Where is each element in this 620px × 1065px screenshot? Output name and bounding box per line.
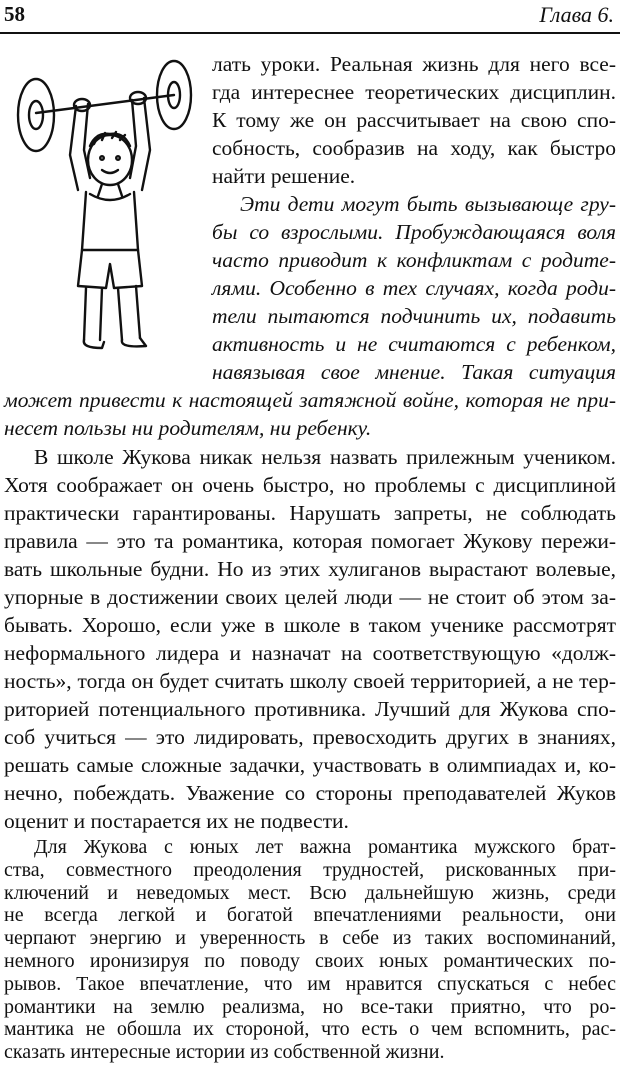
text-line: упорные в достижении своих целей люди — не стоит об этом за- (4, 585, 616, 609)
text-line: мантика не обошла их стороной, что есть о чем вспомнить, рас- (4, 1018, 616, 1041)
page-number: 58 (4, 2, 25, 26)
text-line: гда интереснее теоретических дисциплин. (212, 80, 616, 104)
text-line: лать уроки. Реальная жизнь для него все- (212, 52, 616, 76)
text-line: черпают энергию и уверенность в себе из таких воспоминаний, (4, 927, 616, 950)
text-line: оценит и постарается их не подвести. (4, 809, 349, 833)
text-line: вать школьные будни. Но из этих хулиганов вырастают волевые, (4, 557, 616, 581)
text-line: практически гарантированы. Нарушать запреты, не соблюдать (4, 501, 616, 525)
text-line: не всегда легкой и богатой впечатлениями реальности, они (4, 904, 616, 927)
text-line: бы со взрослыми. Пробуждающаяся воля (212, 220, 616, 244)
text-line: риторией потенциального противника. Лучший для Жукова спо- (4, 697, 616, 721)
text-line: найти решение. (212, 164, 356, 188)
text-line: Для Жукова с юных лет важна романтика мужского брат- (34, 836, 616, 858)
page-header (0, 0, 620, 34)
text-line: ключений и неведомых мест. Всю дальнейшую жизнь, среди (4, 881, 616, 904)
text-line: ства, совместного преодоления трудностей, рискованных при- (4, 858, 616, 881)
text-line: ность», тогда он будет считать школу своей территорией, а не тер- (4, 669, 616, 693)
text-line: Эти дети могут быть вызывающе гру- (240, 192, 616, 216)
text-line: часто приводит к конфликтам с родите- (212, 248, 616, 272)
text-line: тели пытаются подчинить их, подавить (212, 304, 616, 328)
chapter-title: Глава 6. (539, 2, 614, 27)
text-line: решать самые сложные задачки, участвовать в олимпиадах и, ко- (4, 753, 616, 777)
text-line: лями. Особенно в тех случаях, когда роди- (212, 276, 616, 300)
header-rule (0, 32, 620, 34)
text-line: может привести к настоящей затяжной войне, которая не при- (4, 388, 616, 412)
text-line: нечно, побеждать. Уважение со стороны преподавателей Жуков (4, 781, 616, 805)
text-line: несет пользы ни родителям, ни ребенку. (4, 416, 372, 440)
text-line: бывать. Хорошо, если уже в школе в таком ученике рассмотрят (4, 613, 616, 637)
boy-lifting-barbell-icon (6, 50, 206, 350)
text-line: сказать интересные истории из собственной жизни. (4, 1041, 445, 1064)
text-line: рывов. Такое впечатление, что им нравится спускаться с небес (4, 972, 616, 995)
text-line: соб учиться — это лидировать, превосходить других в знаниях, (4, 725, 616, 749)
text-line: немного иронизируя по поводу своих юных романтических по- (4, 950, 616, 972)
text-line: романтики на землю реализма, но все-таки приятно, что ро- (4, 995, 616, 1018)
text-line: Хотя соображает он очень быстро, но проблемы с дисциплиной (4, 473, 616, 497)
text-line: неформального лидера и назначат на соответствующую «долж- (4, 641, 616, 665)
text-line: В школе Жукова никак нельзя назвать прилежным учеником. (34, 445, 616, 469)
text-line: активность и не считаются с ребенком, (212, 332, 616, 356)
text-line: собность, сообразив на ходу, как быстро (212, 136, 616, 160)
text-line: правила — это та романтика, которая помогает Жукову пережи- (4, 529, 616, 553)
text-line: К тому же он рассчитывает на свою спо- (212, 108, 616, 132)
text-line: навязывая свое мнение. Такая ситуация (212, 360, 616, 384)
